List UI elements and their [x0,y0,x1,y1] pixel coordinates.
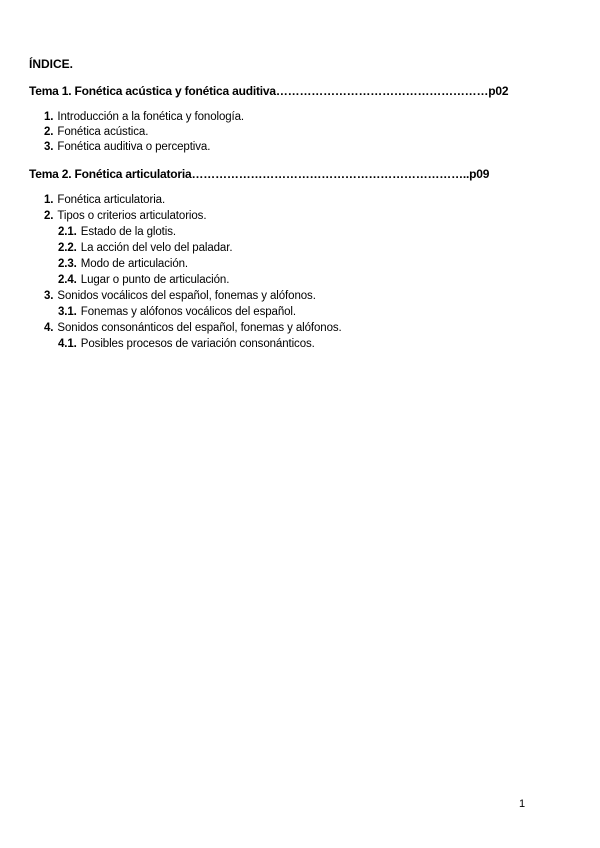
item-text: Introducción a la fonética y fonología. [57,111,245,123]
item-text: Sonidos vocálicos del español, fonemas y alófonos. [57,290,316,302]
list-item [58,258,188,270]
toc-entry-title: Tema 1. Fonética acústica y fonética auditiva………………………………………………p02 [29,84,509,98]
list-item [44,194,165,206]
item-number: 4.1. [58,338,77,350]
item-text: Modo de articulación. [80,258,189,270]
item-number: 4. [44,322,54,334]
item-text: Fonética articulatoria. [57,194,166,206]
list-item [44,290,316,302]
toc-entry-tema-1 [29,84,529,98]
item-text: La acción del velo del paladar. [80,242,233,254]
list-item [58,306,296,318]
list-item [44,126,148,138]
list-item [44,322,342,334]
page-number: 1 [519,798,526,810]
item-number: 3. [44,141,54,153]
list-item [58,226,176,238]
item-number: 2.3. [58,258,77,270]
item-text: Lugar o punto de articulación. [80,274,230,286]
item-text: Fonética acústica. [57,126,149,138]
toc-entry-tema-2 [29,167,529,181]
index-heading: ÍNDICE. [29,57,74,71]
toc-entry-title: Tema 2. Fonética articulatoria……………………………………………………………..p09 [29,167,490,181]
item-number: 3. [44,290,54,302]
item-text: Estado de la glotis. [80,226,176,238]
item-number: 2.2. [58,242,77,254]
item-text: Fonemas y alófonos vocálicos del español. [80,306,296,318]
item-text: Tipos o criterios articulatorios. [57,210,207,222]
list-item [58,338,315,350]
item-number: 2. [44,210,54,222]
item-number: 2.4. [58,274,77,286]
list-item [58,242,232,254]
item-number: 2.1. [58,226,77,238]
item-number: 1. [44,194,54,206]
item-text: Fonética auditiva o perceptiva. [57,141,211,153]
list-item [44,111,244,123]
item-text: Posibles procesos de variación consonánticos. [80,338,315,350]
list-item [44,210,206,222]
item-number: 2. [44,126,54,138]
list-item [58,274,229,286]
list-item [44,141,210,153]
item-number: 3.1. [58,306,77,318]
item-text: Sonidos consonánticos del español, fonemas y alófonos. [57,322,342,334]
item-number: 1. [44,111,54,123]
